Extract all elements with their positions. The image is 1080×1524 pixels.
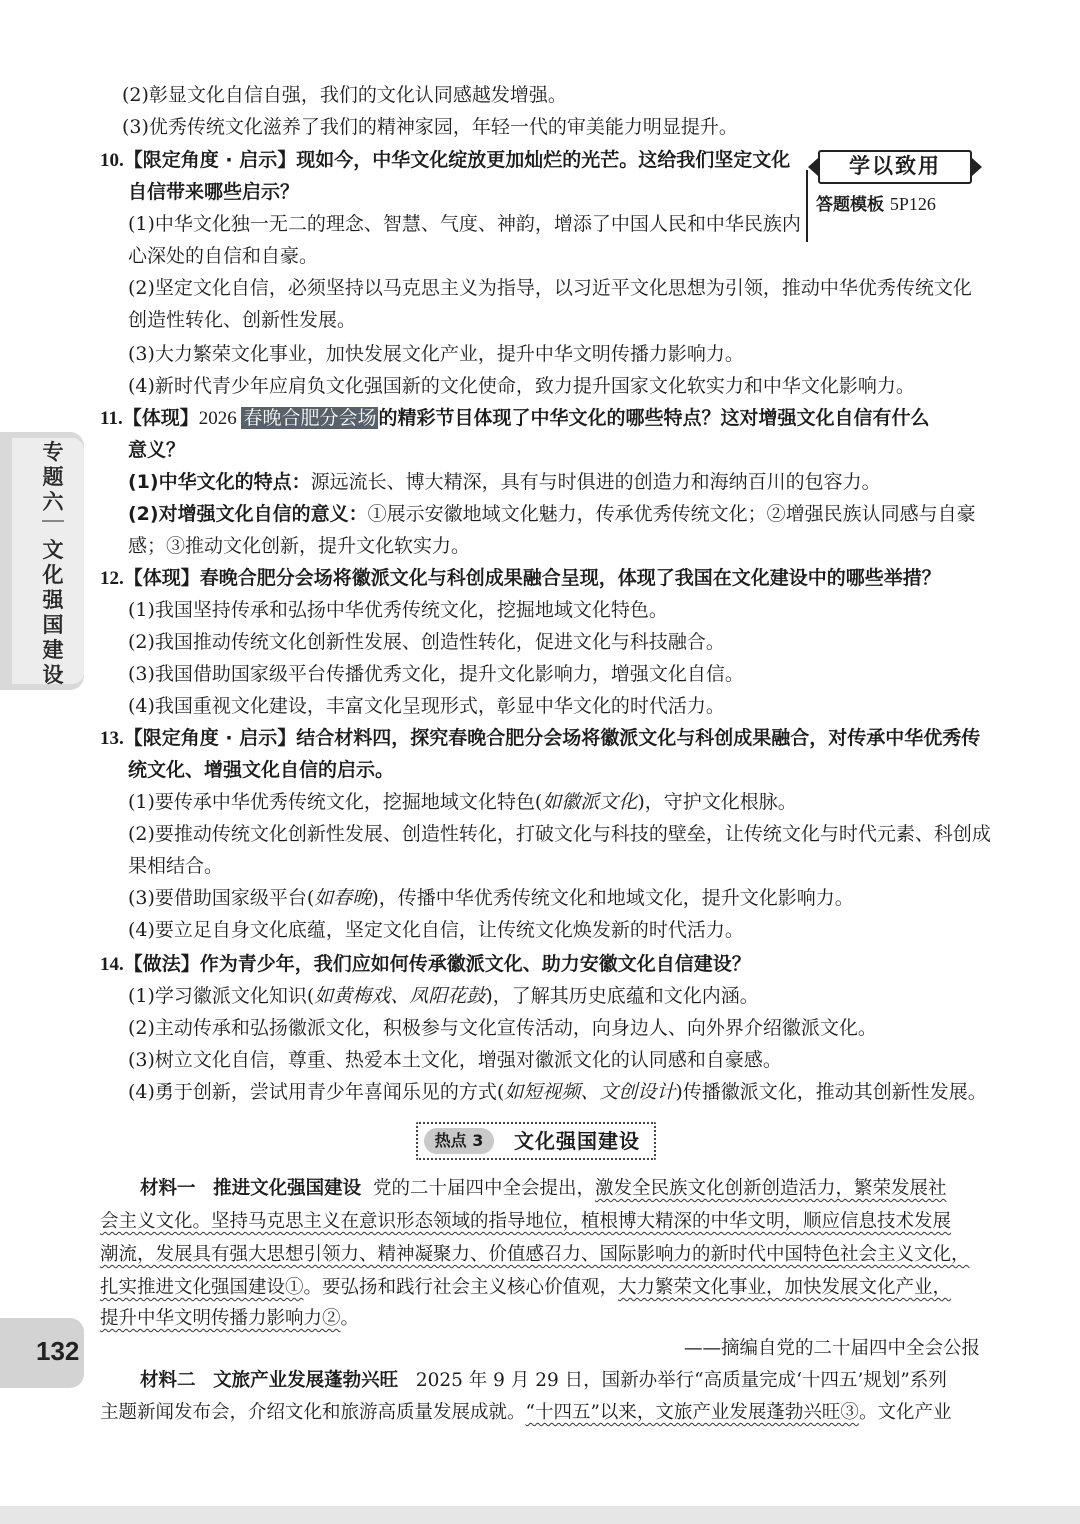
q12-answer-3: (3)我国借助国家级平台传播优秀文化，提升文化影响力，增强文化自信。: [128, 663, 744, 685]
question-14: [100, 951, 751, 978]
page-number: 132: [36, 1336, 80, 1366]
answer-label: (1)中华文化的特点：: [128, 471, 311, 493]
material-1-line-3: 潮流，发展具有强大思想引领力、精神凝聚力、价值感召力、国际影响力的新时代中国特色社会主义文化，: [100, 1244, 970, 1265]
answer-text: )，守护文化根脉。: [637, 791, 797, 813]
tip-banner: 学以致用: [818, 150, 972, 184]
side-tab-topic: 专题六: [42, 440, 64, 514]
material-text: 2025 年 9 月 29 日，国新办举行“高质量完成‘十四五’规划”系列: [415, 1370, 947, 1391]
material-text: 。文化产业: [858, 1402, 952, 1423]
material-text: 。要弘扬和践行社会主义核心价值观，: [303, 1277, 619, 1298]
material-title: 文旅产业发展蓬勃兴旺: [213, 1370, 399, 1391]
tip-label: 答题模板: [816, 195, 884, 215]
tip-template-ref: [816, 190, 936, 215]
year: 2026: [198, 408, 242, 429]
answer-label: (2)对增强文化自信的意义：: [128, 503, 368, 525]
q12-answer-1: (1)我国坚持传承和弘扬中华优秀传统文化，挖掘地域文化特色。: [128, 599, 668, 621]
material-2-line-2: [100, 1400, 951, 1426]
hotspot-header: [416, 1122, 656, 1160]
question-tag: 【限定角度 · 启示】: [123, 149, 297, 171]
answer-text: 源远流长、博大精深，具有与时俱进的创造力和海纳百川的包容力。: [310, 471, 881, 493]
item-2: (2)彰显文化自信自强，我们的文化认同感越发增强。: [122, 84, 567, 106]
question-10-cont: 自信带来哪些启示？: [128, 181, 300, 203]
answer-text: (4)勇于创新，尝试用青少年喜闻乐见的方式(: [128, 1081, 505, 1103]
item-3: (3)优秀传统文化滋养了我们的精神家园，年轻一代的审美能力明显提升。: [122, 116, 738, 138]
material-1-line-5: [100, 1306, 359, 1332]
hotspot-title: 文化强国建设: [514, 1129, 640, 1153]
material-label: 材料二: [140, 1370, 196, 1391]
example-text: 如短视频、文创设计: [504, 1081, 676, 1103]
material-text: 党的二十届四中全会提出，: [372, 1178, 595, 1199]
q11-answer-1: [128, 469, 881, 495]
material-title: 推进文化强国建设: [213, 1178, 362, 1199]
q14-answer-2: (2)主动传承和弘扬徽派文化，积极参与文化宣传活动，向身边人、向外界介绍徽派文化。: [128, 1017, 877, 1039]
question-tag: 【体现】: [122, 407, 199, 429]
tip-box: [806, 150, 976, 242]
material-1-line-2: 会主义文化。坚持马克思主义在意识形态领域的指导地位，植根博大精深的中华文明，顺应信息技术发展: [100, 1211, 952, 1232]
q13-answer-1: [128, 789, 797, 815]
q14-answer-4: [128, 1079, 987, 1105]
question-text: 结合材料四，探究春晚合肥分会场将徽派文化与科创成果融合，对传承中华优秀传: [296, 727, 981, 749]
material-emphasis: 扎实推进文化强国建设①: [100, 1277, 304, 1298]
q10-answer-4: (4)新时代青少年应肩负文化强国新的文化使命，致力提升国家文化软实力和中华文化影响力。: [128, 375, 915, 397]
q12-answer-4: (4)我国重视文化建设，丰富文化呈现形式，彰显中华文化的时代活力。: [128, 695, 725, 717]
q13-answer-2-cont: 果相结合。: [128, 855, 224, 877]
question-13-cont: 统文化、增强文化自信的启示。: [128, 759, 395, 781]
question-text: 现如今，中华文化绽放更加灿烂的光芒。这给我们坚定文化: [296, 149, 791, 171]
question-11: [100, 405, 930, 432]
question-10: [100, 147, 790, 174]
example-text: 如黄梅戏、凤阳花鼓: [314, 985, 486, 1007]
material-emphasis: 大力繁荣文化事业，加快发展文化产业，: [618, 1277, 952, 1298]
side-tab-title: 文化强国建设: [42, 538, 64, 687]
question-12: [100, 565, 941, 592]
q13-answer-4: (4)要立足自身文化底蕴，坚定文化自信，让传统文化焕发新的时代活力。: [128, 919, 744, 941]
question-text: 作为青少年，我们应如何传承徽派文化、助力安徽文化自信建设？: [199, 953, 751, 975]
q11-answer-2-cont: 感；③推动文化创新，提升文化软实力。: [128, 535, 471, 557]
q14-answer-3: (3)树立文化自信，尊重、热爱本土文化，增强对徽派文化的认同感和自豪感。: [128, 1049, 782, 1071]
q12-answer-2: (2)我国推动传统文化创新性发展、创造性转化，促进文化与科技融合。: [128, 631, 725, 653]
answer-text: )传播徽派文化，推动其创新性发展。: [675, 1081, 987, 1103]
q14-answer-1: [128, 983, 759, 1009]
answer-text: (1)要传承中华优秀传统文化，挖掘地域文化特色(: [128, 791, 543, 813]
material-2-line-1: [140, 1368, 947, 1394]
question-11-cont: 意义？: [128, 439, 186, 461]
answer-text: (1)学习徽派文化知识(: [128, 985, 315, 1007]
question-number: 13.: [100, 728, 124, 749]
q10-answer-2-cont: 创造性转化、创新性发展。: [128, 309, 357, 331]
tip-page-ref: 5P126: [889, 194, 936, 214]
q13-answer-2: (2)要推动传统文化创新性发展、创造性转化，打破文化与科技的壁垒，让传统文化与时代元素、科创成: [128, 823, 991, 845]
answer-text: ①展示安徽地域文化魅力，传承优秀传统文化；②增强民族认同感与自豪: [367, 503, 976, 525]
q10-answer-1-cont: 心深处的自信和自豪。: [128, 245, 319, 267]
question-text: 春晚合肥分会场将徽派文化与科创成果融合呈现，体现了我国在文化建设中的哪些举措？: [199, 567, 941, 589]
bottom-bar: [0, 1506, 1080, 1524]
material-1-line-4: [100, 1275, 951, 1301]
material-emphasis: “十四五”以来，文旅产业发展蓬勃兴旺③: [525, 1402, 859, 1423]
q10-answer-3: (3)大力繁荣文化事业，加快发展文化产业，提升中华文明传播力影响力。: [128, 343, 744, 365]
material-text: 主题新闻发布会，介绍文化和旅游高质量发展成就。: [100, 1402, 526, 1423]
material-1-line-1: [140, 1176, 946, 1202]
q10-answer-1: (1)中华文化独一无二的理念、智慧、气度、神韵，增添了中国人民和中华民族内: [128, 213, 801, 235]
material-emphasis: 激发全民族文化创新创造活力，繁荣发展社: [594, 1178, 947, 1199]
question-number: 12.: [100, 568, 124, 589]
material-text: 。: [340, 1308, 360, 1329]
question-text: 的精彩节目体现了中华文化的哪些特点？这对增强文化自信有什么: [378, 407, 930, 429]
highlighted-term: 春晚合肥分会场: [243, 407, 377, 429]
question-tag: 【做法】: [123, 953, 200, 975]
q11-answer-2: [128, 501, 976, 527]
answer-text: (3)要借助国家级平台(: [128, 887, 315, 909]
example-text: 如春晚: [314, 887, 372, 909]
question-tag: 【体现】: [123, 567, 200, 589]
q13-answer-3: [128, 885, 854, 911]
material-1-source: ——摘编自党的二十届四中全会公报: [683, 1338, 980, 1359]
question-number: 14.: [100, 954, 124, 975]
answer-text: )，了解其历史底蕴和文化内涵。: [485, 985, 759, 1007]
question-13: [100, 725, 980, 752]
material-emphasis: 提升中华文明传播力影响力②: [100, 1308, 341, 1329]
tip-divider: [806, 170, 808, 242]
material-label: 材料一: [140, 1178, 196, 1199]
question-number: 11.: [100, 408, 123, 429]
example-text: 如徽派文化: [542, 791, 638, 813]
answer-text: )，传播中华优秀传统文化和地域文化，提升文化影响力。: [371, 887, 854, 909]
q10-answer-2: (2)坚定文化自信，必须坚持以马克思主义为指导，以习近平文化思想为引领，推动中华优秀传统文化: [128, 277, 972, 299]
side-tab-divider: [42, 520, 64, 522]
question-tag: 【限定角度 · 启示】: [123, 727, 297, 749]
question-number: 10.: [100, 150, 124, 171]
hotspot-badge: 热点 3: [424, 1128, 494, 1154]
